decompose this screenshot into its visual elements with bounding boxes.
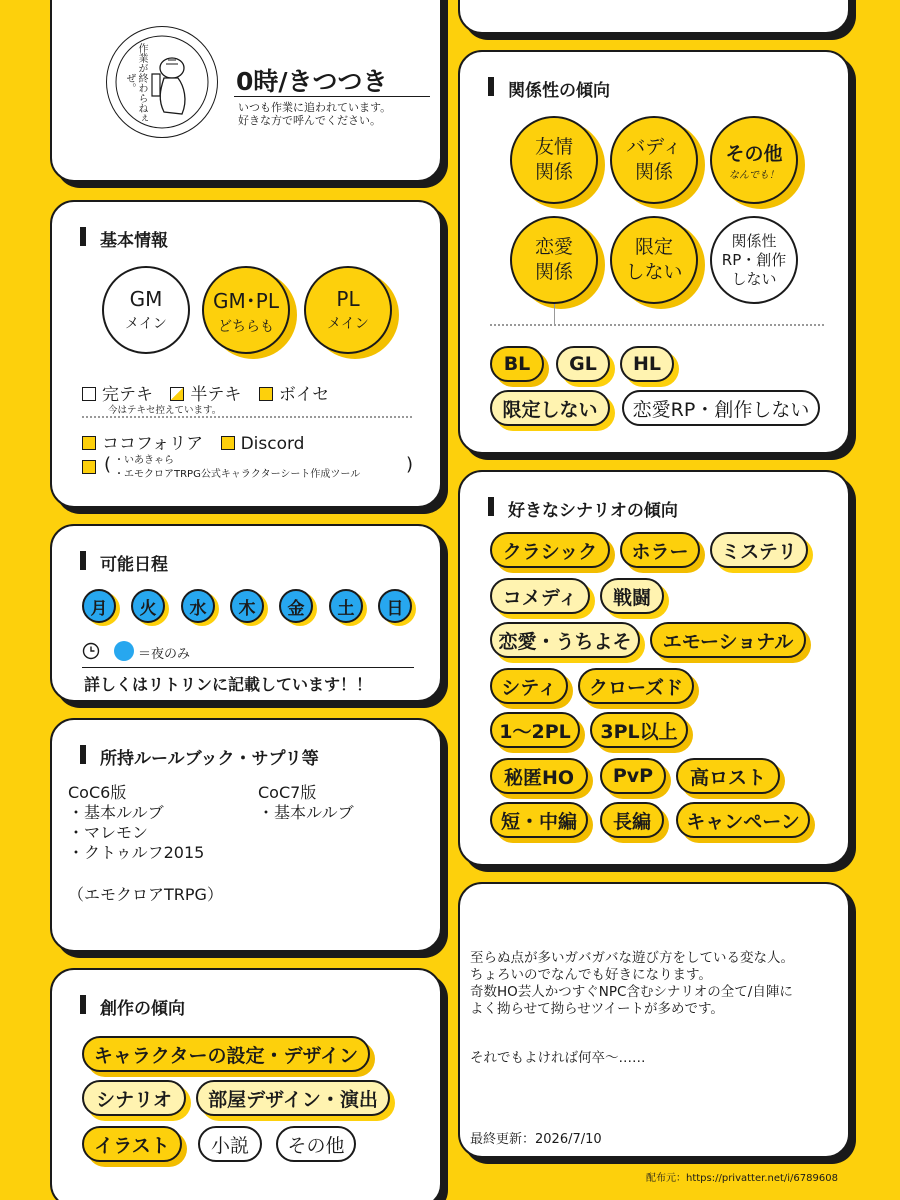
relation-unlimited-l2: しない [625,261,683,283]
schedule-note: 詳しくはリトリンに記載しています！！ [84,675,373,694]
relation-buddy [610,116,698,204]
gm-main-circle [102,266,190,354]
relation-romance-l1: 恋愛 [534,236,573,258]
free-line-4: よく拗らせて拗らせツイートが多めです。 [470,1001,724,1017]
chat-note: 今はテキセ控えています。 [108,405,222,416]
coc6-item-3: ・クトゥルフ2015 [68,843,205,862]
checkbox-filled-icon [82,436,96,450]
paren-close: ) [406,454,414,475]
gm-main-sub: メイン [125,316,167,332]
day-wed: 水 [181,589,215,623]
tag-high-lost: 高ロスト [676,758,780,794]
clock-icon [82,642,100,660]
free-closing: それでもよければ何卒〜…… [470,1050,646,1066]
tag-secret-ho: 秘匿HO [490,758,588,794]
tag-3pl-plus: 3PL以上 [590,712,688,748]
relation-no-rp [710,216,798,304]
free-line-1: 至らぬ点が多いガバガバな遊び方をしている変な人。 [470,950,794,966]
free-line-3: 奇数HO芸人かつすぐNPC含むシナリオの全て/自陣に [470,984,793,1000]
coc6-item-2: ・マレモン [68,823,149,842]
relation-no-rp-l2: RP・創作 [721,250,787,269]
relation-buddy-l2: 関係 [634,161,673,183]
freetext-card [458,882,850,1158]
checkbox-half-icon [170,387,184,401]
checkbox-empty-icon [82,387,96,401]
schedule-card [50,524,442,702]
top-right-card [458,0,850,34]
tag-closed: クローズド [578,668,694,704]
tag-long: 長編 [600,802,664,838]
divider [490,324,824,326]
schedule-legend: ＝夜のみ [138,647,191,662]
day-mon: 月 [82,589,116,623]
night-only-dot-icon [114,641,134,661]
tag-no-romance-rp: 恋愛RP・創作しない [622,390,820,426]
avatar [106,26,218,138]
basic-info-title: 基本情報 [80,226,168,251]
other-tool-1: ・いあきゃら [114,455,174,466]
tag-classic: クラシック [490,532,610,568]
checkbox-filled-icon [221,436,235,450]
tag-city: シティ [490,668,568,704]
footer-source: 配布元：https://privatter.net/i/6789608 [646,1173,838,1184]
pl-main-label: PL [336,287,360,311]
scenarios-card [458,470,850,866]
day-sun: 日 [378,589,412,623]
relation-other [710,116,798,204]
paren-open: ( [104,454,112,475]
rulebooks-title: 所持ルールブック・サプリ等 [80,744,319,769]
relations-card [458,50,850,454]
schedule-line [82,667,414,668]
tag-gl: GL [556,346,610,382]
last-updated: 最終更新：2026/7/10 [470,1132,602,1147]
schedule-title: 可能日程 [80,550,168,575]
basic-info-card [50,200,442,508]
tag-comedy: コメディ [490,578,590,614]
checkbox-filled-icon [259,387,273,401]
chat-voice: ボイセ [278,385,330,405]
tag-short-mid: 短・中編 [490,802,588,838]
other-tool-2: ・エモクロアTRPG公式キャラクターシート作成ツール [114,469,361,480]
emoklore-item: （エモクロアTRPG） [68,885,223,904]
profile-name: 0時/きつつき [236,67,388,96]
relation-no-rp-l3: しない [731,269,777,288]
tag-other: その他 [276,1126,356,1162]
tag-hl: HL [620,346,674,382]
profile-desc-2: 好きな方で呼んでください。 [238,114,381,127]
relation-other-l1: その他 [725,143,783,165]
tag-romance-ours: 恋愛・うちよそ [490,622,640,658]
gm-pl-sub: どちらも [218,318,274,335]
tag-1-2pl: 1〜2PL [490,712,580,748]
day-sat: 土 [329,589,363,623]
profile-desc-1: いつも作業に追われています。 [238,101,392,114]
tool-discord: Discord [240,434,305,454]
name-underline [234,96,430,97]
creative-card [50,968,442,1200]
tag-scenario: シナリオ [82,1080,186,1116]
coc6-heading: CoC6版 [68,783,127,802]
scenarios-title: 好きなシナリオの傾向 [488,496,678,521]
tool-cocofolia: ココフォリア [102,434,204,454]
relation-no-rp-l1: 関係性 [731,231,777,250]
tag-character-design: キャラクターの設定・デザイン [82,1036,370,1072]
relation-romance [510,216,598,304]
day-thu: 木 [230,589,264,623]
tag-campaign: キャンペーン [676,802,810,838]
rulebooks-card [50,718,442,952]
relation-unlimited-l1: 限定 [634,236,673,258]
day-fri: 金 [279,589,313,623]
pl-main-circle [304,266,392,354]
tag-battle: 戦闘 [600,578,664,614]
chat-text-half: 半テキ [190,385,242,405]
tag-unlimited: 限定しない [490,390,610,426]
pl-main-sub: メイン [327,316,369,332]
relation-buddy-l1: バディ [626,136,682,158]
relation-friendship [510,116,598,204]
day-tue: 火 [131,589,165,623]
gm-main-label: GM [129,287,163,311]
avatar-note: 作業が終わらねぇぜ。 [124,43,147,123]
coc6-item-1: ・基本ルルブ [68,803,164,822]
tag-mystery: ミステリ [710,532,808,568]
gm-pl-circle [202,266,290,354]
tag-novel: 小説 [198,1126,262,1162]
relation-friendship-l1: 友情 [534,136,573,158]
relation-romance-l2: 関係 [534,261,573,283]
relation-unlimited [610,216,698,304]
relation-friendship-l2: 関係 [534,161,573,183]
tag-illustration: イラスト [82,1126,182,1162]
divider [82,416,412,418]
tag-pvp: PvP [600,758,666,794]
connector-line [554,304,555,324]
coc7-item-1: ・基本ルルブ [258,803,354,822]
checkbox-filled-icon [82,460,96,474]
tag-bl: BL [490,346,544,382]
relation-other-l2: なんでも！ [729,170,779,181]
gm-pl-label: GM･PL [213,288,279,313]
creative-title: 創作の傾向 [80,994,185,1019]
profile-card [50,0,442,182]
tag-room-design: 部屋デザイン・演出 [196,1080,390,1116]
relations-title: 関係性の傾向 [488,76,610,101]
tag-emotional: エモーショナル [650,622,806,658]
chat-text-full: 完テキ [102,385,153,405]
tag-horror: ホラー [620,532,700,568]
coc7-heading: CoC7版 [258,783,317,802]
free-line-2: ちょろいのでなんでも好きになります。 [470,967,712,983]
